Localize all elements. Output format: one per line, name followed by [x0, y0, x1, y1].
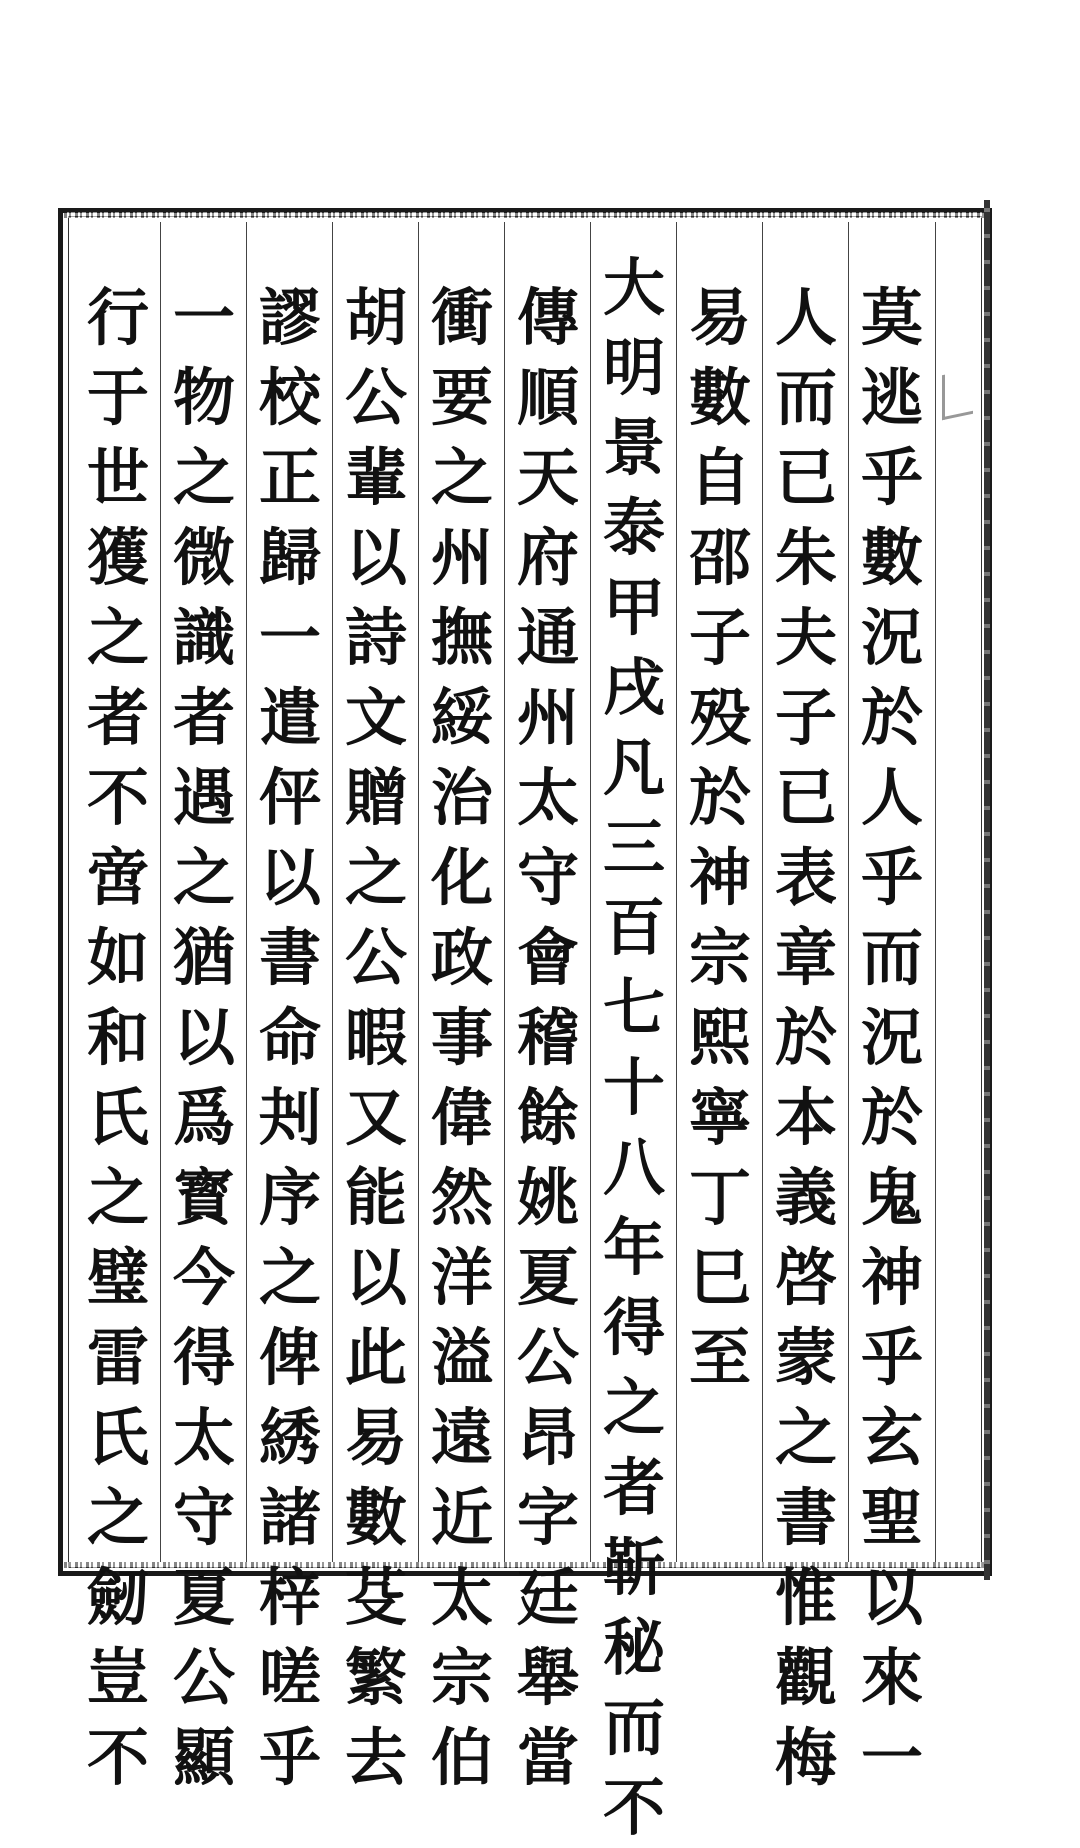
character: 之 — [172, 441, 235, 514]
character: 行 — [86, 281, 149, 354]
character: 而 — [602, 1691, 665, 1764]
character: 歸 — [258, 521, 321, 594]
character: 順 — [516, 361, 579, 434]
character: 得 — [602, 1291, 665, 1364]
character: 易 — [688, 281, 751, 354]
character: 一 — [860, 1721, 923, 1794]
character: 啓 — [774, 1241, 837, 1314]
character: 而 — [860, 921, 923, 994]
character: 之 — [86, 1161, 149, 1234]
character: 之 — [172, 841, 235, 914]
character: 子 — [774, 681, 837, 754]
character: 聖 — [860, 1481, 923, 1554]
character: 伻 — [258, 761, 321, 834]
character: 今 — [172, 1241, 235, 1314]
character: 於 — [688, 761, 751, 834]
character: 寳 — [172, 1161, 235, 1234]
character: 氏 — [86, 1081, 149, 1154]
character: 芟 — [344, 1561, 407, 1634]
character: 熙 — [688, 1001, 751, 1074]
character: 通 — [516, 601, 579, 674]
character: 輩 — [344, 441, 407, 514]
character: 撫 — [430, 601, 493, 674]
character: 暇 — [344, 1001, 407, 1074]
character: 本 — [774, 1081, 837, 1154]
character: 書 — [774, 1481, 837, 1554]
character: 梅 — [774, 1721, 837, 1794]
character: 秘 — [602, 1611, 665, 1684]
character: 者 — [172, 681, 235, 754]
character: 天 — [516, 441, 579, 514]
character: 溢 — [430, 1321, 493, 1394]
character: 之 — [86, 1481, 149, 1554]
character: 猶 — [172, 921, 235, 994]
character: 胡 — [344, 281, 407, 354]
character: 已 — [774, 441, 837, 514]
character: 大 — [602, 251, 665, 324]
character: 之 — [602, 1371, 665, 1444]
character: 洋 — [430, 1241, 493, 1314]
character: 嗟 — [258, 1641, 321, 1714]
text-column-6 — [419, 278, 505, 1794]
character: 者 — [86, 681, 149, 754]
character: 以 — [258, 841, 321, 914]
character: 遇 — [172, 761, 235, 834]
character: 刔 — [258, 1081, 321, 1154]
character: 凡 — [602, 731, 665, 804]
character: 義 — [774, 1161, 837, 1234]
character: 一 — [172, 281, 235, 354]
character: 于 — [86, 361, 149, 434]
character: 不 — [86, 761, 149, 834]
character: 年 — [602, 1211, 665, 1284]
border-top-texture — [64, 212, 986, 218]
character: 州 — [430, 521, 493, 594]
character: 甲 — [602, 571, 665, 644]
character: 數 — [860, 521, 923, 594]
character: 得 — [172, 1321, 235, 1394]
character: 十 — [602, 1051, 665, 1124]
character: 至 — [688, 1321, 751, 1394]
character: 之 — [430, 441, 493, 514]
character: 此 — [344, 1321, 407, 1394]
character: 來 — [860, 1641, 923, 1714]
character: 之 — [86, 601, 149, 674]
character: 以 — [344, 521, 407, 594]
character: 戌 — [602, 651, 665, 724]
character: 以 — [344, 1241, 407, 1314]
character: 又 — [344, 1081, 407, 1154]
character: 命 — [258, 1001, 321, 1074]
character: 舉 — [516, 1641, 579, 1714]
margin-mark — [942, 369, 973, 421]
character: 府 — [516, 521, 579, 594]
character: 觀 — [774, 1641, 837, 1714]
character: 寧 — [688, 1081, 751, 1154]
character: 殁 — [688, 681, 751, 754]
character: 以 — [860, 1561, 923, 1634]
character: 昂 — [516, 1401, 579, 1474]
character: 況 — [860, 1001, 923, 1074]
character: 近 — [430, 1481, 493, 1554]
character: 自 — [688, 441, 751, 514]
character: 傳 — [516, 281, 579, 354]
character: 惟 — [774, 1561, 837, 1634]
character: 不 — [86, 1721, 149, 1794]
character: 而 — [774, 361, 837, 434]
character: 乎 — [860, 1321, 923, 1394]
character: 宗 — [430, 1641, 493, 1714]
character: 一 — [258, 601, 321, 674]
character: 當 — [516, 1721, 579, 1794]
character: 公 — [344, 921, 407, 994]
character: 靳 — [602, 1531, 665, 1604]
character: 治 — [430, 761, 493, 834]
character: 微 — [172, 521, 235, 594]
character: 況 — [860, 601, 923, 674]
character: 明 — [602, 331, 665, 404]
character: 豈 — [86, 1641, 149, 1714]
character: 伯 — [430, 1721, 493, 1794]
character: 守 — [516, 841, 579, 914]
character: 正 — [258, 441, 321, 514]
character: 守 — [172, 1481, 235, 1554]
character: 公 — [344, 361, 407, 434]
character: 序 — [258, 1161, 321, 1234]
character: 會 — [516, 921, 579, 994]
text-column-2 — [763, 278, 849, 1794]
character: 顯 — [172, 1721, 235, 1794]
character: 逃 — [860, 361, 923, 434]
character: 州 — [516, 681, 579, 754]
character: 不 — [602, 1771, 665, 1844]
character: 廷 — [516, 1561, 579, 1634]
character: 已 — [774, 761, 837, 834]
character: 詩 — [344, 601, 407, 674]
text-column-1 — [849, 278, 935, 1794]
character: 於 — [860, 1081, 923, 1154]
character: 乎 — [258, 1721, 321, 1794]
text-column-7 — [333, 278, 419, 1794]
character: 化 — [430, 841, 493, 914]
character: 乎 — [860, 841, 923, 914]
character: 爲 — [172, 1081, 235, 1154]
character: 巳 — [688, 1241, 751, 1314]
character: 宗 — [688, 921, 751, 994]
character: 之 — [774, 1401, 837, 1474]
character: 梓 — [258, 1561, 321, 1634]
character: 啻 — [86, 841, 149, 914]
character: 綏 — [430, 681, 493, 754]
character: 和 — [86, 1001, 149, 1074]
character: 俾 — [258, 1321, 321, 1394]
character: 遠 — [430, 1401, 493, 1474]
character: 數 — [688, 361, 751, 434]
character: 夫 — [774, 601, 837, 674]
character: 邵 — [688, 521, 751, 594]
character: 書 — [258, 921, 321, 994]
character: 獲 — [86, 521, 149, 594]
text-column-9 — [161, 278, 247, 1794]
right-border-edge — [984, 200, 990, 1580]
character: 百 — [602, 891, 665, 964]
character: 七 — [602, 971, 665, 1044]
character: 識 — [172, 601, 235, 674]
character: 偉 — [430, 1081, 493, 1154]
character: 玄 — [860, 1401, 923, 1474]
character: 餘 — [516, 1081, 579, 1154]
character: 如 — [86, 921, 149, 994]
character: 物 — [172, 361, 235, 434]
character: 之 — [344, 841, 407, 914]
character: 劒 — [86, 1561, 149, 1634]
character: 乎 — [860, 441, 923, 514]
character: 數 — [344, 1481, 407, 1554]
text-column-4 — [591, 248, 677, 1844]
character: 世 — [86, 441, 149, 514]
character: 以 — [172, 1001, 235, 1074]
character: 夏 — [172, 1561, 235, 1634]
character: 太 — [430, 1561, 493, 1634]
character: 衝 — [430, 281, 493, 354]
column-rule — [935, 222, 936, 1562]
text-column-3 — [677, 278, 763, 1568]
character: 謬 — [258, 281, 321, 354]
character: 神 — [860, 1241, 923, 1314]
character: 姚 — [516, 1161, 579, 1234]
character: 朱 — [774, 521, 837, 594]
character: 去 — [344, 1721, 407, 1794]
character: 章 — [774, 921, 837, 994]
character: 太 — [516, 761, 579, 834]
character: 公 — [516, 1321, 579, 1394]
character: 事 — [430, 1001, 493, 1074]
character: 公 — [172, 1641, 235, 1714]
character: 文 — [344, 681, 407, 754]
character: 綉 — [258, 1401, 321, 1474]
character: 丁 — [688, 1161, 751, 1234]
character: 贈 — [344, 761, 407, 834]
character: 雷 — [86, 1321, 149, 1394]
character: 於 — [774, 1001, 837, 1074]
character: 易 — [344, 1401, 407, 1474]
character: 三 — [602, 811, 665, 884]
character: 景 — [602, 411, 665, 484]
character: 子 — [688, 601, 751, 674]
character: 於 — [860, 681, 923, 754]
character: 諸 — [258, 1481, 321, 1554]
character: 太 — [172, 1401, 235, 1474]
character: 繁 — [344, 1641, 407, 1714]
character: 夏 — [516, 1241, 579, 1314]
character: 人 — [860, 761, 923, 834]
text-column-10 — [75, 278, 161, 1794]
character: 政 — [430, 921, 493, 994]
character: 能 — [344, 1161, 407, 1234]
text-column-8 — [247, 278, 333, 1794]
character: 稽 — [516, 1001, 579, 1074]
character: 神 — [688, 841, 751, 914]
character: 然 — [430, 1161, 493, 1234]
text-column-5 — [505, 278, 591, 1794]
character: 八 — [602, 1131, 665, 1204]
character: 字 — [516, 1481, 579, 1554]
character: 氏 — [86, 1401, 149, 1474]
character: 鬼 — [860, 1161, 923, 1234]
character: 校 — [258, 361, 321, 434]
character: 蒙 — [774, 1321, 837, 1394]
character: 者 — [602, 1451, 665, 1524]
character: 要 — [430, 361, 493, 434]
character: 人 — [774, 281, 837, 354]
character: 之 — [258, 1241, 321, 1314]
character: 遣 — [258, 681, 321, 754]
character: 璧 — [86, 1241, 149, 1314]
character: 莫 — [860, 281, 923, 354]
character: 泰 — [602, 491, 665, 564]
character: 表 — [774, 841, 837, 914]
